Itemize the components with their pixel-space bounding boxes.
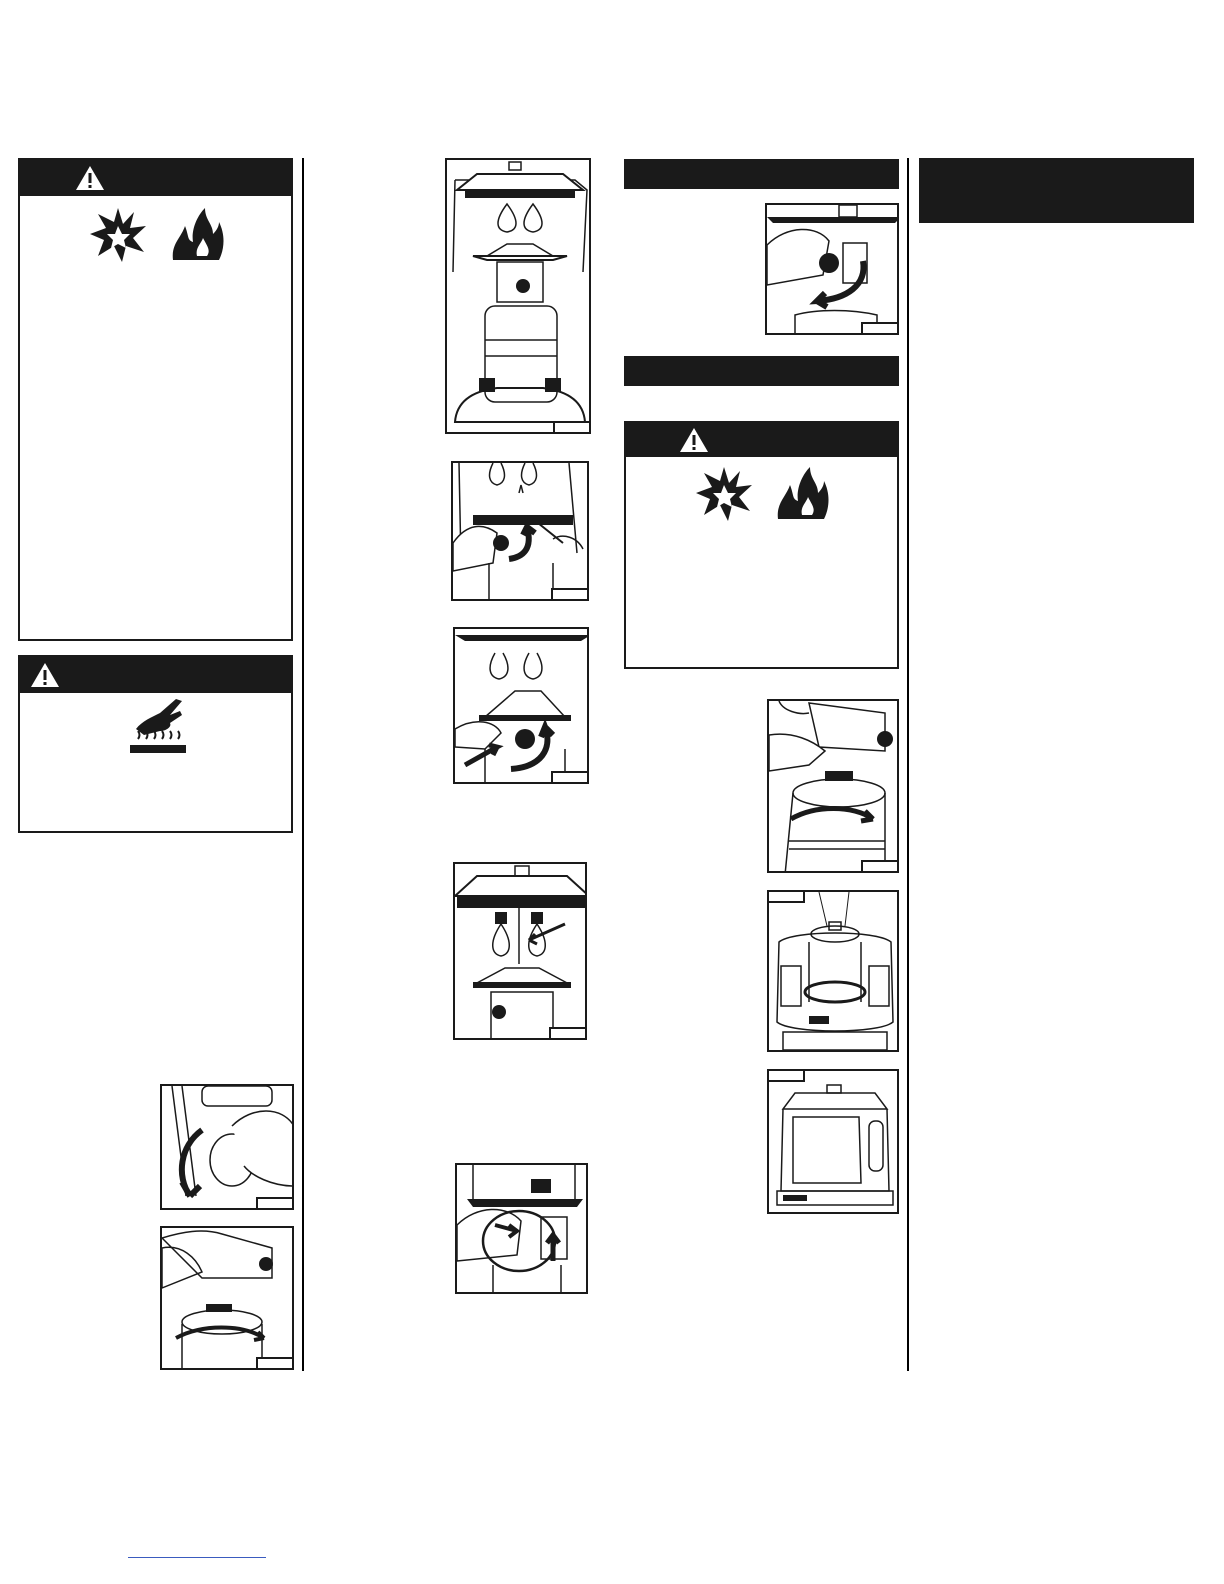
figure-number-tag xyxy=(767,1069,805,1082)
section-header-bar-2 xyxy=(624,356,899,386)
flame-icon xyxy=(167,204,227,264)
warning-header-bar xyxy=(20,657,291,693)
flame-icon xyxy=(772,463,832,523)
figure-number-tag xyxy=(861,860,899,873)
explosion-icon xyxy=(88,204,148,264)
figure-number-tag xyxy=(551,588,589,601)
fig-lantern-full xyxy=(445,158,591,434)
section-header-bar-1 xyxy=(624,159,899,189)
figure-number-tag xyxy=(551,771,589,784)
fig-lighting-match xyxy=(451,461,589,601)
column-divider-2 xyxy=(907,158,909,1371)
figure-number-tag xyxy=(256,1357,294,1370)
fig-cylinder-valve-turn xyxy=(160,1084,294,1210)
figure-number-tag xyxy=(767,890,805,903)
figure-number-tag xyxy=(553,421,591,434)
figure-number-tag xyxy=(256,1197,294,1210)
fire-explosion-warning-box xyxy=(18,158,293,641)
fig-turn-off xyxy=(765,203,899,335)
fig-igniter-press xyxy=(453,627,589,784)
fig-cylinder-remove xyxy=(767,699,899,873)
fig-mantle-arrow xyxy=(453,862,587,1040)
fig-cylinder-attach xyxy=(160,1226,294,1370)
fig-knob-circle xyxy=(455,1163,588,1294)
footer-link-underline[interactable] xyxy=(128,1557,266,1558)
warning-header-bar xyxy=(626,423,897,457)
hot-surface-hand-icon xyxy=(126,695,190,757)
burn-hazard-warning-box xyxy=(18,655,293,833)
column-divider-1 xyxy=(302,158,304,1371)
fire-explosion-warning-box-2 xyxy=(624,421,899,669)
section-header-bar-3 xyxy=(919,158,1194,223)
figure-number-tag xyxy=(861,322,899,335)
warning-header-bar xyxy=(20,160,291,196)
explosion-icon xyxy=(694,463,754,523)
warning-triangle-icon xyxy=(75,165,105,191)
fig-case-closed xyxy=(767,1069,899,1214)
warning-triangle-icon xyxy=(679,427,709,453)
figure-number-tag xyxy=(549,1027,587,1040)
fig-case-open xyxy=(767,890,899,1052)
warning-triangle-icon xyxy=(30,662,60,688)
